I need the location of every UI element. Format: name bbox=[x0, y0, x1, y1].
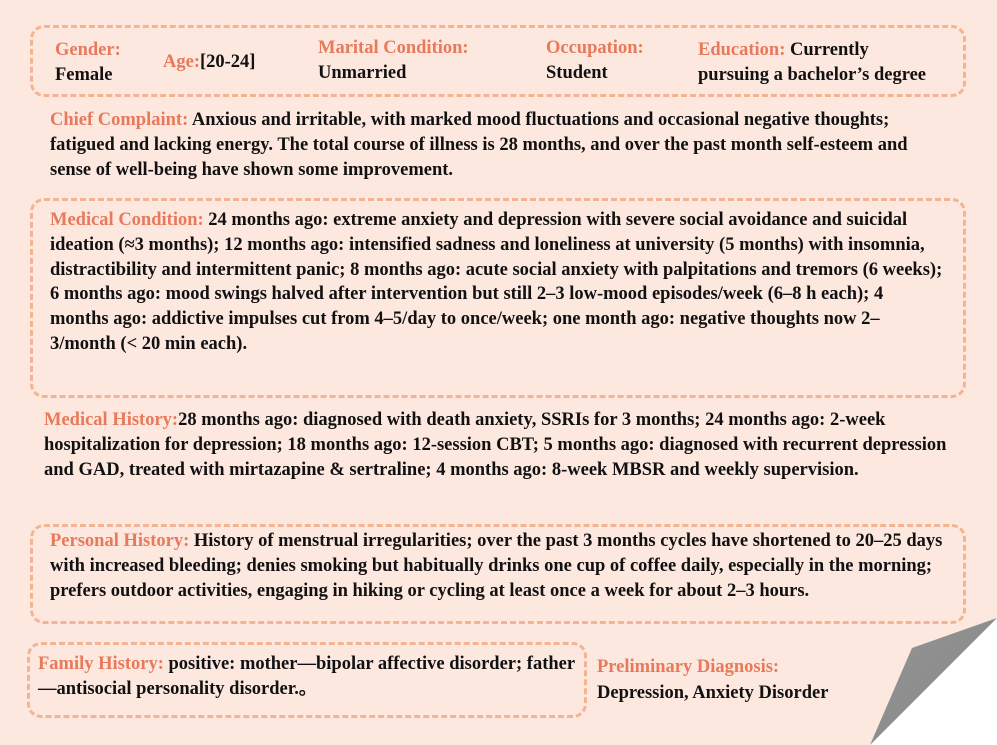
medical-condition-text: 24 months ago: extreme anxiety and depression with severe social avoidance and suicidal ideation (≈3 months); 12 months ago: intensified sadness and loneliness at university (5 months) with insomnia, distractibility and intermittent panic; 8 months ago: acute social anxiety with palpitations and tremors (6 weeks); 6 months ago: mood swings halved after intervention but still 2–3 low-mood episodes/week (6–8 h each); 4 months ago: addictive impulses cut from 4–5/day to once/week; one month ago: negative thoughts now 2–3/month (< 20 min each). bbox=[50, 210, 943, 354]
chief-complaint-section bbox=[50, 108, 930, 182]
age-label: Age: bbox=[163, 52, 200, 72]
medical-condition-label: Medical Condition: bbox=[50, 210, 204, 230]
personal-history-label: Personal History: bbox=[50, 531, 190, 551]
marital-value: Unmarried bbox=[318, 62, 407, 83]
family-history-text: positive: mother—bipolar affective disorder; father—antisocial personality disorder.。 bbox=[38, 654, 576, 699]
occupation-field bbox=[546, 36, 644, 85]
age-field bbox=[163, 50, 255, 75]
occupation-label: Occupation: bbox=[546, 38, 644, 58]
marital-label: Marital Condition: bbox=[318, 38, 469, 58]
preliminary-diagnosis-value: Depression, Anxiety Disorder bbox=[597, 683, 829, 703]
gender-label: Gender: bbox=[55, 40, 121, 60]
medical-history-text: 28 months ago: diagnosed with death anxiety, SSRIs for 3 months; 24 months ago: 2-week hospitalization for depression; 18 months ago: 12-session CBT; 5 months ago: diagnosed with recurrent depression and GAD, treated with mirtazapine & sertraline; 4 months ago: 8-week MBSR and weekly supervision. bbox=[44, 410, 947, 480]
medical-history-label: Medical History: bbox=[44, 410, 179, 430]
medical-history-section bbox=[44, 408, 956, 482]
education-value-line2: pursuing a bachelor’s degree bbox=[698, 64, 926, 85]
education-value-line1: Currently bbox=[790, 40, 869, 60]
education-field bbox=[698, 38, 926, 87]
medical-condition-section bbox=[50, 208, 945, 357]
preliminary-diagnosis-label: Preliminary Diagnosis: bbox=[597, 657, 780, 677]
preliminary-diagnosis-section bbox=[597, 654, 828, 706]
family-history-section bbox=[38, 652, 583, 702]
gender-field bbox=[55, 38, 121, 87]
personal-history-section bbox=[50, 529, 950, 603]
personal-history-text: History of menstrual irregularities; over the past 3 months cycles have shortened to 20–25 days with increased bleeding; denies smoking but habitually drinks one cup of coffee daily, especially in the morning; prefers outdoor activities, engaging in hiking or cycling at least once a week for about 2–3 hours. bbox=[50, 531, 943, 601]
education-label: Education: bbox=[698, 40, 786, 60]
marital-field bbox=[318, 36, 469, 85]
gender-value: Female bbox=[55, 64, 113, 85]
family-history-label: Family History: bbox=[38, 654, 164, 674]
chief-complaint-text: Anxious and irritable, with marked mood fluctuations and occasional negative thoughts; fatigued and lacking energy. The total course of illness is 28 months, and over the past month self-esteem and sense of well-being have shown some improvement. bbox=[50, 110, 908, 180]
chief-complaint-label: Chief Complaint: bbox=[50, 110, 189, 130]
age-value: [20-24] bbox=[199, 52, 256, 72]
occupation-value: Student bbox=[546, 62, 608, 83]
